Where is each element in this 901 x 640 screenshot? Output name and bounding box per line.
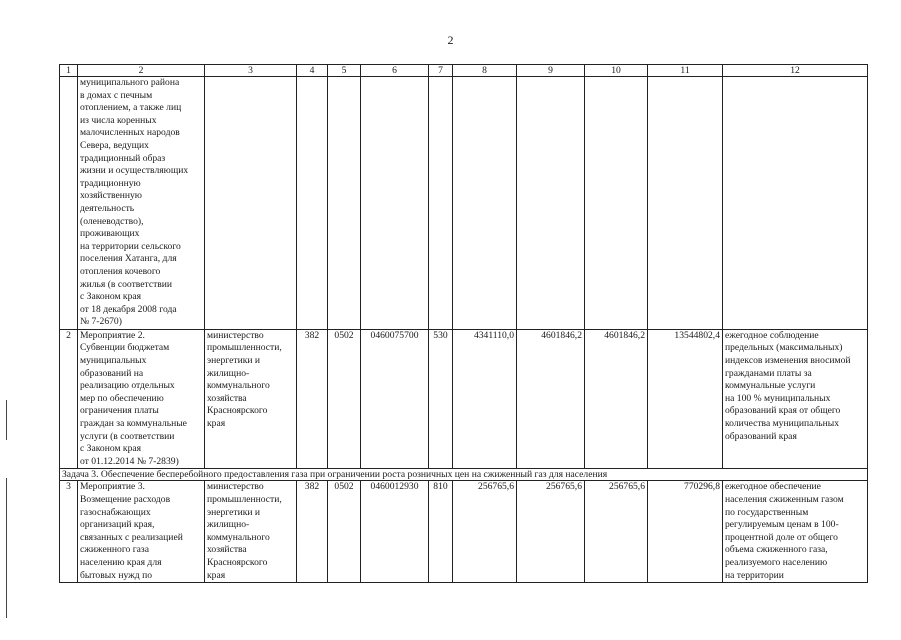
row-number-cell: 3 <box>60 481 78 583</box>
expense-type-cell <box>429 77 453 330</box>
amount-cell: 4341110,0 <box>453 329 517 469</box>
expected-result-cell: ежегодное обеспечение населения сжиженным газом по государственным регулируемым ценам в 100- процентной доле от общего объема сжиженного газа, реализуемого населению на территории <box>723 481 868 583</box>
binding-margin-line <box>6 478 7 618</box>
task-heading-row <box>60 469 868 481</box>
executor-cell: министерство промышленности, энергетики и жилищно- коммунального хозяйства Красноярского края <box>205 329 297 469</box>
column-number: 8 <box>453 65 517 77</box>
expected-result-cell: ежегодное соблюдение предельных (максимальных) индексов изменения вносимой гражданами платы за коммунальные услуги на 100 % муниципальных образований края от общего количества муниципальных образований края <box>723 329 868 469</box>
amount-cell: 256765,6 <box>585 481 648 583</box>
activity-description-cell: Мероприятие 2. Субвенции бюджетам муниципальных образований на реализацию отдельных мер по обеспечению ограничения платы граждан за коммунальные услуги (в соответствии с Законом края от 01.12.2014 № 7-2839) <box>78 329 205 469</box>
executor-cell <box>205 77 297 330</box>
amount-cell: 4601846,2 <box>585 329 648 469</box>
page-number: 2 <box>447 33 454 47</box>
column-number: 10 <box>585 65 648 77</box>
amount-cell <box>453 77 517 330</box>
column-number: 3 <box>205 65 297 77</box>
expected-result-cell <box>723 77 868 330</box>
column-number: 4 <box>297 65 328 77</box>
program-activities-table <box>59 64 868 583</box>
section-code-cell: 0502 <box>328 481 361 583</box>
column-number: 1 <box>60 65 78 77</box>
amount-cell: 256765,6 <box>517 481 585 583</box>
row-number-cell: 2 <box>60 329 78 469</box>
column-number: 6 <box>361 65 429 77</box>
grbs-code-cell: 382 <box>297 329 328 469</box>
amount-cell: 256765,6 <box>453 481 517 583</box>
column-number: 9 <box>517 65 585 77</box>
total-amount-cell: 13544802,4 <box>648 329 723 469</box>
target-article-cell: 0460012930 <box>361 481 429 583</box>
amount-cell <box>585 77 648 330</box>
total-amount-cell: 770296,8 <box>648 481 723 583</box>
column-number-row <box>60 65 868 77</box>
section-code-cell: 0502 <box>328 329 361 469</box>
column-number: 11 <box>648 65 723 77</box>
table-row <box>60 77 868 330</box>
target-article-cell: 0460075700 <box>361 329 429 469</box>
table-row <box>60 481 868 583</box>
activity-description-cell: муниципального района в домах с печным отоплением, а также лиц из числа коренных малочисленных народов Севера, ведущих традиционный образ жизни и осуществляющих традиционную хозяйственную деятельность (оленеводство), проживающих на территории сельского поселения Хатанга, для отопления кочевого жилья (в соответствии с Законом края от 18 декабря 2008 года № 7-2670) <box>78 77 205 330</box>
grbs-code-cell: 382 <box>297 481 328 583</box>
column-number: 5 <box>328 65 361 77</box>
table-row <box>60 329 868 469</box>
expense-type-cell: 530 <box>429 329 453 469</box>
target-article-cell <box>361 77 429 330</box>
row-number-cell <box>60 77 78 330</box>
task-heading: Задача 3. Обеспечение бесперебойного предоставления газа при ограничении роста розничных цен на сжиженный газ для населения <box>60 469 868 481</box>
column-number: 12 <box>723 65 868 77</box>
amount-cell <box>517 77 585 330</box>
column-number: 7 <box>429 65 453 77</box>
binding-margin-line <box>6 400 7 440</box>
expense-type-cell: 810 <box>429 481 453 583</box>
total-amount-cell <box>648 77 723 330</box>
grbs-code-cell <box>297 77 328 330</box>
column-number: 2 <box>78 65 205 77</box>
section-code-cell <box>328 77 361 330</box>
amount-cell: 4601846,2 <box>517 329 585 469</box>
activity-description-cell: Мероприятие 3. Возмещение расходов газоснабжающих организаций края, связанных с реализацией сжиженного газа населению края для бытовых нужд по <box>78 481 205 583</box>
executor-cell: министерство промышленности, энергетики и жилищно- коммунального хозяйства Красноярского края <box>205 481 297 583</box>
